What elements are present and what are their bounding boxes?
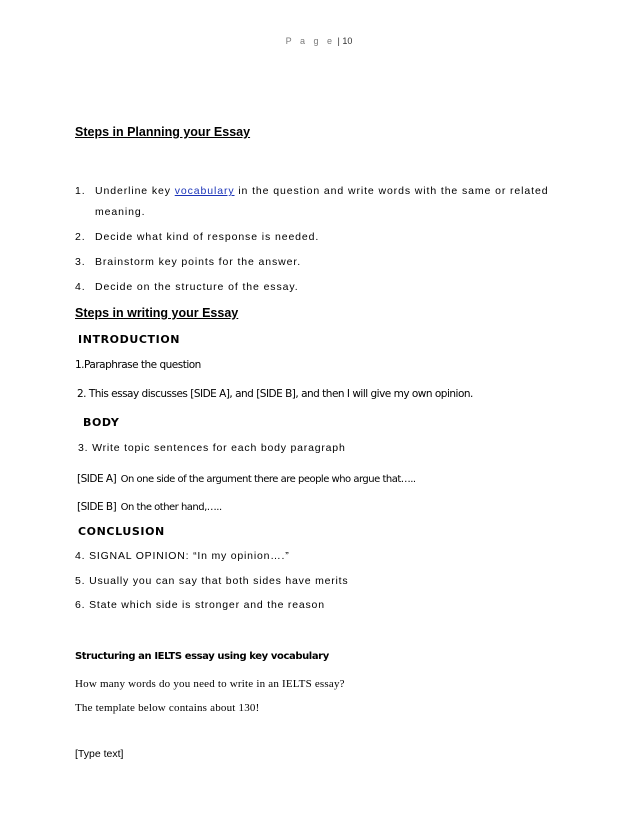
conclusion-item-6: 6. State which side is stronger and the reason: [75, 599, 325, 611]
question-words: How many words do you need to write in an IELTS essay?: [75, 678, 345, 690]
side-b-text: On the other hand,…..: [120, 502, 222, 513]
planning-step-2: 2. Decide what kind of response is needed.: [75, 231, 320, 243]
planning-step-3: 3. Brainstorm key points for the answer.: [75, 256, 302, 268]
page-word: P a g e: [285, 36, 335, 46]
introduction-label: INTRODUCTION: [78, 333, 181, 346]
planning-step-1-continuation: meaning.: [95, 206, 146, 218]
heading-structuring: Structuring an IELTS essay using key vocabulary: [75, 651, 329, 662]
page-header: [0, 36, 638, 46]
planning-step-4: 4. Decide on the structure of the essay.: [75, 281, 299, 293]
heading-writing: Steps in writing your Essay: [75, 306, 239, 320]
side-b-tag: [SIDE B]: [77, 501, 117, 513]
template-note: The template below contains about 130!: [75, 702, 260, 714]
side-a-text: On one side of the argument there are people who argue that…..: [120, 474, 416, 485]
side-b-line: [77, 497, 222, 515]
vocabulary-link[interactable]: vocabulary: [174, 185, 235, 197]
page-number: 10: [342, 36, 353, 46]
planning-step-1: 1. Underline key vocabulary in the question and write words with the same or related: [75, 185, 549, 197]
body-item-3: 3. Write topic sentences for each body paragraph: [78, 442, 346, 454]
footer-placeholder: [Type text]: [75, 748, 124, 760]
page-separator: |: [337, 36, 340, 46]
side-a-line: [77, 469, 416, 487]
heading-planning: Steps in Planning your Essay: [75, 125, 251, 139]
side-a-tag: [SIDE A]: [77, 473, 117, 485]
intro-item-2: 2. This essay discusses [SIDE A], and [SIDE B], and then I will give my own opinion.: [77, 388, 473, 400]
intro-item-1: 1.Paraphrase the question: [75, 359, 201, 371]
conclusion-label: CONCLUSION: [78, 525, 165, 538]
conclusion-item-4: 4. SIGNAL OPINION: “In my opinion….”: [75, 550, 290, 562]
body-label: BODY: [83, 416, 120, 429]
conclusion-item-5: 5. Usually you can say that both sides have merits: [75, 575, 349, 587]
